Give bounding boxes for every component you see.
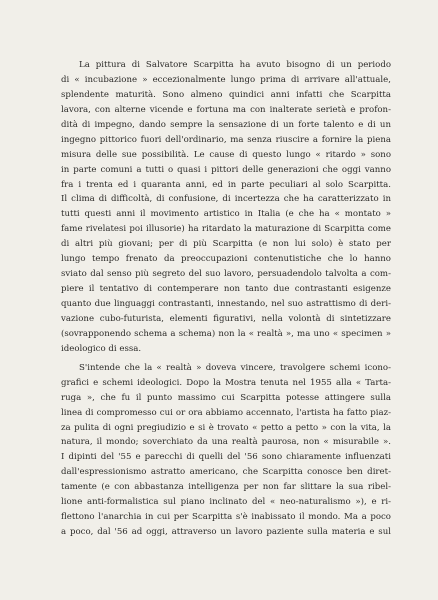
text-line: ideologico di essa. [61,343,142,354]
text-line: a poco, dal '56 ad oggi, attraverso un lavoro paziente sulla materia e sul [61,527,391,538]
text-line: di altri più giovani; per di più Scarpitta (e non lui solo) è stato per [61,239,391,250]
text-line: sviato dal senso più segreto del suo lavoro, persuadendolo talvolta a com- [61,269,391,280]
text-line: tutti questi anni il movimento artistico in Italia (e che ha « montato » [61,209,391,220]
text-line: tamente (e con abbastanza intelligenza per non far slittare la sua ribel- [61,482,391,493]
text-line: linea di compromesso cui or ora abbiamo accennato, l'artista ha fatto piaz- [61,407,391,418]
text-line: S'intende che la « realtà » doveva vincere, travolgere schemi icono- [79,362,391,373]
text-line: vazione cubo-futurista, elementi figurativi, nella volontà di sintetizzare [61,313,391,324]
text-line: La pittura di Salvatore Scarpitta ha avuto bisogno di un periodo [79,60,391,70]
body-text [61,58,391,540]
text-line: ruga », che fu il punto massimo cui Scarpitta potesse attingere sulla [61,392,391,403]
text-line: natura, il mondo; soverchiato da una realtà paurosa, non « misurabile ». [61,437,391,448]
text-line: piere il tentativo di contemperare non tanto due contrastanti esigenze [61,284,391,295]
text-line: flettono l'anarchia in cui per Scarpitta s'è inabissato il mondo. Ma a poco [61,512,391,523]
text-line: Il clima di difficoltà, di confusione, di incertezza che ha caratterizzato in [61,194,391,205]
text-line: misura delle sue possibilità. Le cause di questo lungo « ritardo » sono [61,149,391,160]
text-line: dall'espressionismo astratto americano, che Scarpitta conosce ben diret- [61,467,391,478]
text-line: I dipinti del '55 e parecchi di quelli del '56 sono chiaramente influenzati [61,452,391,463]
text-line: splendente maturità. Sono almeno quindici anni infatti che Scarpitta [61,89,391,100]
text-line: fra i trenta ed i quaranta anni, ed in parte peculiari al solo Scarpitta. [61,179,391,190]
text-line: in parte comuni a tutti o quasi i pittori delle generazioni che oggi vanno [61,164,391,175]
text-line: ingegno pittorico fuori dell'ordinario, ma senza riuscire a fornire la piena [61,134,391,145]
text-line: dità di impegno, dando sempre la sensazione di un forte talento e di un [61,119,391,130]
text-line: di « incubazione » eccezionalmente lungo prima di arrivare all'attuale, [61,74,391,85]
text-line: za pulita di ogni pregiudizio e si è trovato « petto a petto » con la vita, la [61,422,391,433]
text-line: grafici e schemi ideologici. Dopo la Mostra tenuta nel 1955 alla « Tarta- [61,377,391,388]
text-line: lungo tempo frenato da preoccupazioni contenutistiche che lo hanno [61,254,391,265]
paragraph-1 [61,58,391,357]
text-line: quanto due linguaggi contrastanti, innestando, nel suo astrattismo di deri- [61,299,391,309]
text-line: (sovrapponendo schema a schema) non la « realtà », ma uno « specimen » [61,328,391,339]
paragraph-2 [61,361,391,540]
text-line: lavora, con alterne vicende e fortuna ma con inalterate serietà e profon- [61,104,391,115]
text-line: lione anti-formalistica sul piano inclinato del « neo-naturalismo »), e ri- [61,497,391,508]
text-line: fame rivelatesi poi illusorie) ha ritardato la maturazione di Scarpitta come [61,224,391,235]
